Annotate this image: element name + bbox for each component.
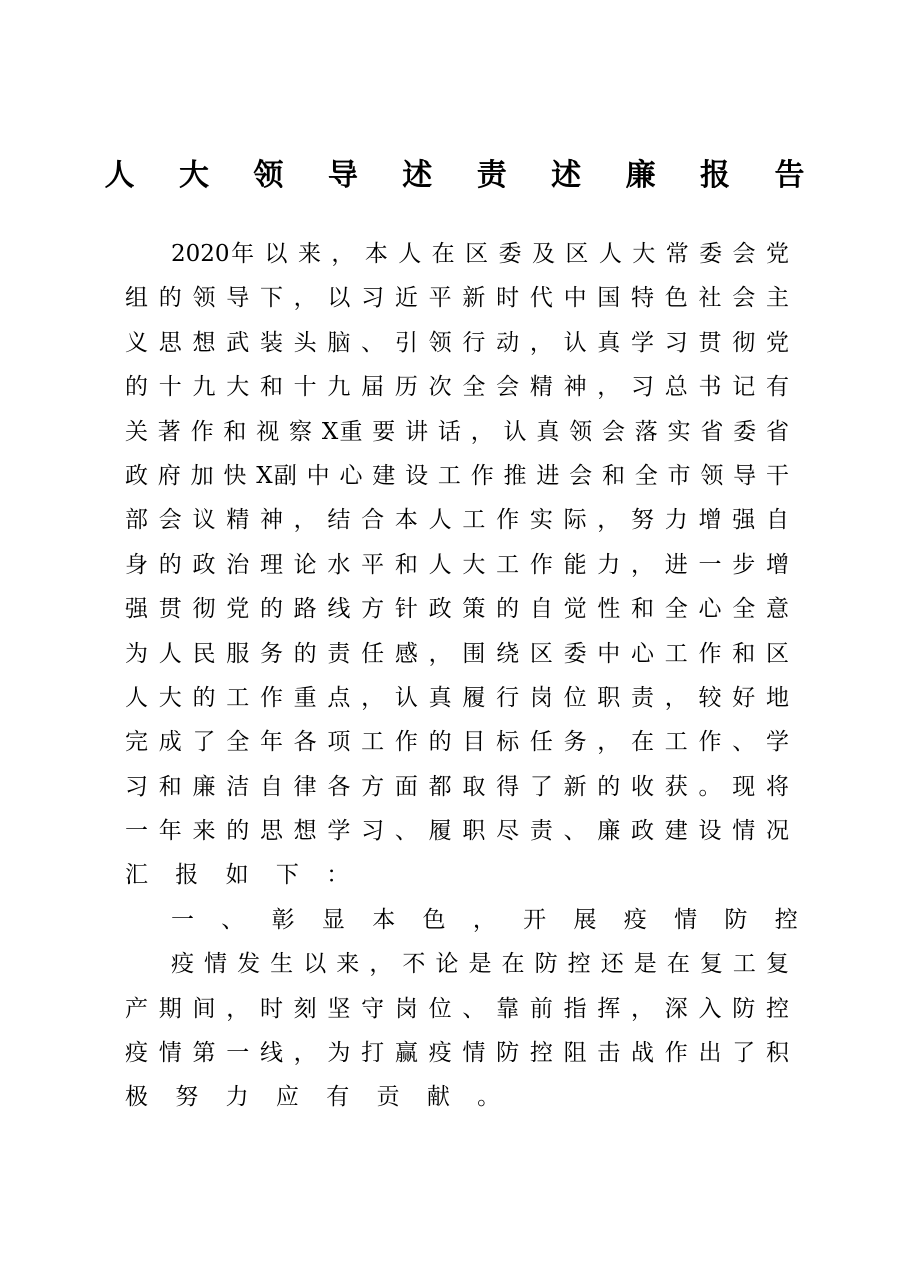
text-line: 组 的 领 导 下 ， 以 习 近 平 新 时 代 中 国 特 色 社 会 主	[125, 285, 789, 312]
text-line: 2020年 以 来 ， 本 人 在 区 委 及 区 人 大 常 委 会 党	[171, 241, 789, 267]
text-line: 习 和 廉 洁 自 律 各 方 面 都 取 得 了 新 的 收 获 。 现 将	[125, 773, 789, 800]
text-line: 完 成 了 全 年 各 项 工 作 的 目 标 任 务 ， 在 工 作 、 学	[125, 729, 789, 756]
text-line: 疫 情 发 生 以 来 ， 不 论 是 在 防 控 还 是 在 复 工 复	[171, 951, 789, 978]
text-line: 关 著 作 和 视 察 X重 要 讲 话 ， 认 真 领 会 落 实 省 委 省	[125, 418, 789, 445]
paragraph-epidemic	[125, 942, 789, 1120]
paragraph-intro	[125, 232, 789, 898]
text-line: 极 努 力 应 有 贡 献 。	[125, 1084, 511, 1111]
text-line: 身 的 政 治 理 论 水 平 和 人 大 工 作 能 力 ， 进 一 步 增	[125, 551, 789, 578]
text-line: 人 大 的 工 作 重 点 ， 认 真 履 行 岗 位 职 责 ， 较 好 地	[125, 684, 789, 711]
text-line: 疫 情 第 一 线 ， 为 打 赢 疫 情 防 控 阻 击 战 作 出 了 积	[125, 1040, 789, 1067]
text-line: 为 人 民 服 务 的 责 任 感 ， 围 绕 区 委 中 心 工 作 和 区	[125, 640, 789, 667]
text-line: 汇 报 如 下 ：	[125, 862, 360, 889]
text-line: 产 期 间 ， 时 刻 坚 守 岗 位 、 靠 前 指 挥 ， 深 入 防 控	[125, 995, 789, 1022]
text-line: 一 年 来 的 思 想 学 习 、 履 职 尽 责 、 廉 政 建 设 情 况	[125, 818, 789, 845]
document-title: 人 大 领 导 述 责 述 廉 报 告	[104, 158, 822, 193]
text-line: 政 府 加 快 X副 中 心 建 设 工 作 推 进 会 和 全 市 领 导 干	[125, 462, 789, 489]
document-body	[125, 232, 808, 1120]
section-heading: 一 、 彰 显 本 色 ， 开 展 疫 情 防 控	[171, 906, 808, 933]
text-line: 强 贯 彻 党 的 路 线 方 针 政 策 的 自 觉 性 和 全 心 全 意	[125, 596, 789, 623]
text-line: 的 十 九 大 和 十 九 届 历 次 全 会 精 神 ， 习 总 书 记 有	[125, 374, 789, 401]
text-line: 部 会 议 精 神 ， 结 合 本 人 工 作 实 际 ， 努 力 增 强 自	[125, 507, 789, 534]
text-line: 义 思 想 武 装 头 脑 、 引 领 行 动 ， 认 真 学 习 贯 彻 党	[125, 329, 789, 356]
